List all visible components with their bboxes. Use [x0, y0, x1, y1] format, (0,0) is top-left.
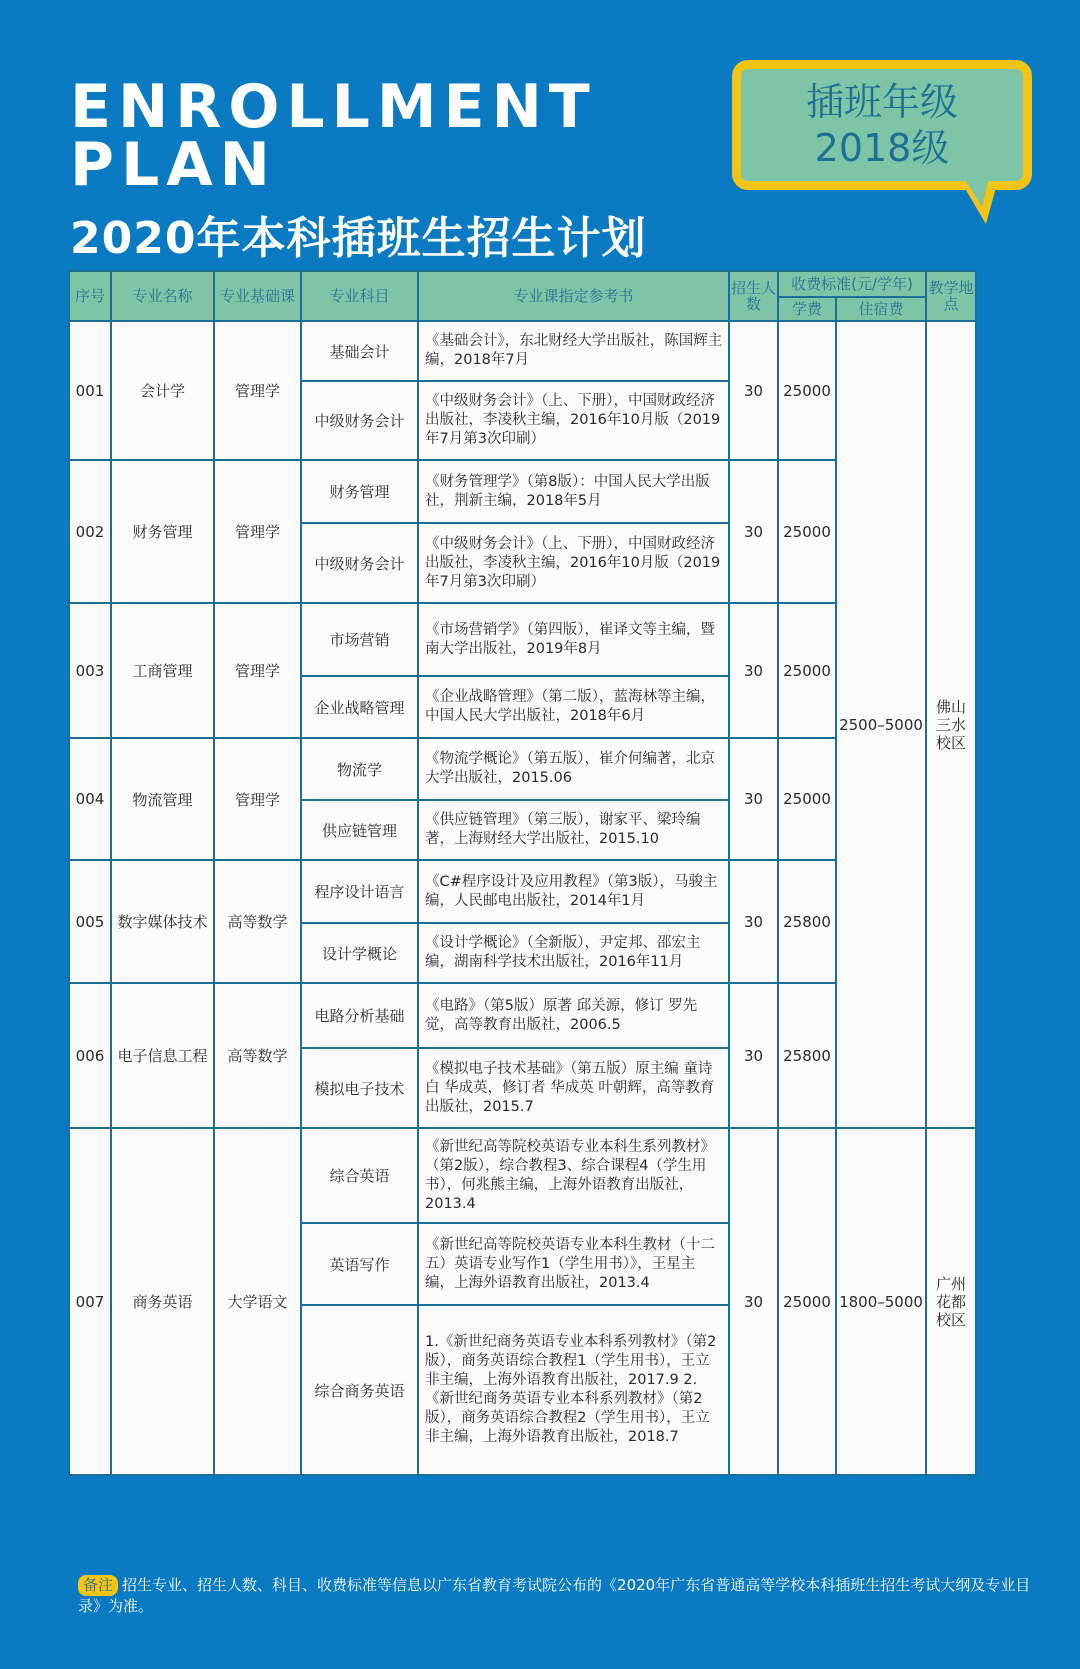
row-foundation: 管理学 [214, 321, 301, 460]
row-foundation: 管理学 [214, 603, 301, 738]
table-row [69, 1128, 976, 1223]
campus-foshan-line3: 校区 [936, 733, 967, 752]
row-tuition: 25000 [778, 460, 836, 603]
dorm-fee-huadu: 1800–5000 [836, 1128, 926, 1475]
title-english-line2: PLAN [70, 130, 277, 200]
header-fee-group: 收费标准(元/学年) [778, 271, 926, 297]
row-subject: 综合商务英语 [301, 1305, 418, 1475]
grade-badge-line1: 插班年级 [805, 80, 958, 124]
row-index: 003 [69, 603, 111, 738]
row-subject: 中级财务会计 [301, 381, 418, 460]
row-subject: 设计学概论 [301, 923, 418, 983]
campus-huadu-line2: 花都 [936, 1292, 967, 1311]
row-quota: 30 [729, 1128, 778, 1475]
speech-bubble-tail-inner [966, 181, 988, 207]
header-foundation: 专业基础课 [214, 271, 301, 321]
row-tuition: 25800 [778, 860, 836, 983]
row-foundation: 大学语文 [214, 1128, 301, 1475]
campus-huadu-line1: 广州 [936, 1274, 967, 1293]
row-book: 《物流学概论》（第五版），崔介何编著，北京大学出版社，2015.06 [418, 738, 729, 800]
header-subject: 专业科目 [301, 271, 418, 321]
row-major: 工商管理 [111, 603, 214, 738]
header-dorm: 住宿费 [836, 297, 926, 321]
header-books: 专业课指定参考书 [418, 271, 729, 321]
row-quota: 30 [729, 738, 778, 860]
table-row [69, 321, 976, 381]
row-subject: 基础会计 [301, 321, 418, 381]
campus-foshan [926, 321, 976, 1128]
header-major: 专业名称 [111, 271, 214, 321]
row-major: 电子信息工程 [111, 983, 214, 1128]
row-book: 《基础会计》，东北财经大学出版社，陈国辉主编，2018年7月 [418, 321, 729, 381]
row-subject: 中级财务会计 [301, 523, 418, 603]
row-major: 数字媒体技术 [111, 860, 214, 983]
campus-foshan-line1: 佛山 [936, 697, 967, 716]
row-tuition: 25000 [778, 738, 836, 860]
row-book: 《供应链管理》（第三版），谢家平、梁玲编著，上海财经大学出版社，2015.10 [418, 800, 729, 860]
row-subject: 市场营销 [301, 603, 418, 676]
grade-badge-line2: 2018级 [814, 126, 950, 170]
row-subject: 电路分析基础 [301, 983, 418, 1048]
row-subject: 物流学 [301, 738, 418, 800]
row-book: 《新世纪高等院校英语专业本科生教材（十二五）英语专业写作1（学生用书）》，王星主编，上海外语教育出版社，2013.4 [418, 1223, 729, 1305]
row-foundation: 高等数学 [214, 860, 301, 983]
row-subject: 模拟电子技术 [301, 1048, 418, 1128]
row-foundation: 管理学 [214, 738, 301, 860]
row-quota: 30 [729, 321, 778, 460]
header-index: 序号 [69, 271, 111, 321]
row-book: 《C#程序设计及应用教程》（第3版），马骏主编，人民邮电出版社，2014年1月 [418, 860, 729, 923]
row-index: 006 [69, 983, 111, 1128]
row-tuition: 25800 [778, 983, 836, 1128]
row-index: 005 [69, 860, 111, 983]
grade-badge [732, 60, 1032, 190]
row-book: 《设计学概论》（全新版），尹定邦、邵宏主编，湖南科学技术出版社，2016年11月 [418, 923, 729, 983]
row-book: 《中级财务会计》（上、下册），中国财政经济出版社，李凌秋主编，2016年10月版（2019年7月第3次印刷） [418, 523, 729, 603]
row-quota: 30 [729, 860, 778, 983]
title-english-line1: ENROLLMENT [70, 72, 597, 142]
row-book: 《电路》（第5版）原著 邱关源，修订 罗先觉，高等教育出版社，2006.5 [418, 983, 729, 1048]
row-subject: 程序设计语言 [301, 860, 418, 923]
row-tuition: 25000 [778, 321, 836, 460]
row-subject: 企业战略管理 [301, 676, 418, 738]
row-major: 物流管理 [111, 738, 214, 860]
row-subject: 财务管理 [301, 460, 418, 523]
row-major: 商务英语 [111, 1128, 214, 1475]
row-foundation: 高等数学 [214, 983, 301, 1128]
row-book: 《财务管理学》（第8版）：中国人民大学出版社，荆新主编，2018年5月 [418, 460, 729, 523]
campus-huadu-line3: 校区 [936, 1310, 967, 1329]
row-index: 001 [69, 321, 111, 460]
row-subject: 供应链管理 [301, 800, 418, 860]
header-quota: 招生人数 [729, 271, 778, 321]
header-campus: 教学地点 [926, 271, 976, 321]
row-book: 《模拟电子技术基础》（第五版）原主编 童诗白 华成英，修订者 华成英 叶朝辉，高等教育出版社，2015.7 [418, 1048, 729, 1128]
campus-huadu [926, 1128, 976, 1475]
row-foundation: 管理学 [214, 460, 301, 603]
row-quota: 30 [729, 983, 778, 1128]
row-quota: 30 [729, 603, 778, 738]
row-book: 《市场营销学》（第四版），崔译文等主编，暨南大学出版社，2019年8月 [418, 603, 729, 676]
row-tuition: 25000 [778, 603, 836, 738]
row-book: 《新世纪高等院校英语专业本科生系列教材》（第2版），综合教程3、综合课程4（学生用书），何兆熊主编，上海外语教育出版社，2013.4 [418, 1128, 729, 1223]
dorm-fee-foshan: 2500–5000 [836, 321, 926, 1128]
row-tuition: 25000 [778, 1128, 836, 1475]
enrollment-table [68, 270, 977, 1476]
footnote [78, 1575, 1048, 1617]
row-book: 《企业战略管理》（第二版），蓝海林等主编，中国人民大学出版社，2018年6月 [418, 676, 729, 738]
row-subject: 综合英语 [301, 1128, 418, 1223]
row-subject: 英语写作 [301, 1223, 418, 1305]
footnote-badge: 备注 [78, 1575, 118, 1596]
title-english [70, 72, 597, 200]
row-major: 财务管理 [111, 460, 214, 603]
row-book: 1.《新世纪商务英语专业本科系列教材》（第2版），商务英语综合教程1（学生用书），王立非主编，上海外语教育出版社，2017.9 2.《新世纪商务英语专业本科系列教材》（第2版），商务英语综合教程2（学生用书），王立非主编，上海外语教育出版社，2018.7 [418, 1305, 729, 1475]
row-index: 002 [69, 460, 111, 603]
footnote-text: 招生专业、招生人数、科目、收费标准等信息以广东省教育考试院公布的《2020年广东省普通高等学校本科插班生招生考试大纲及专业目录》为准。 [78, 1576, 1031, 1615]
campus-foshan-line2: 三水 [936, 715, 967, 734]
row-index: 007 [69, 1128, 111, 1475]
row-quota: 30 [729, 460, 778, 603]
row-book: 《中级财务会计》（上、下册），中国财政经济出版社，李凌秋主编，2016年10月版（2019年7月第3次印刷） [418, 381, 729, 460]
row-major: 会计学 [111, 321, 214, 460]
row-index: 004 [69, 738, 111, 860]
page-title: 2020年本科插班生招生计划 [70, 213, 647, 264]
header-tuition: 学费 [778, 297, 836, 321]
